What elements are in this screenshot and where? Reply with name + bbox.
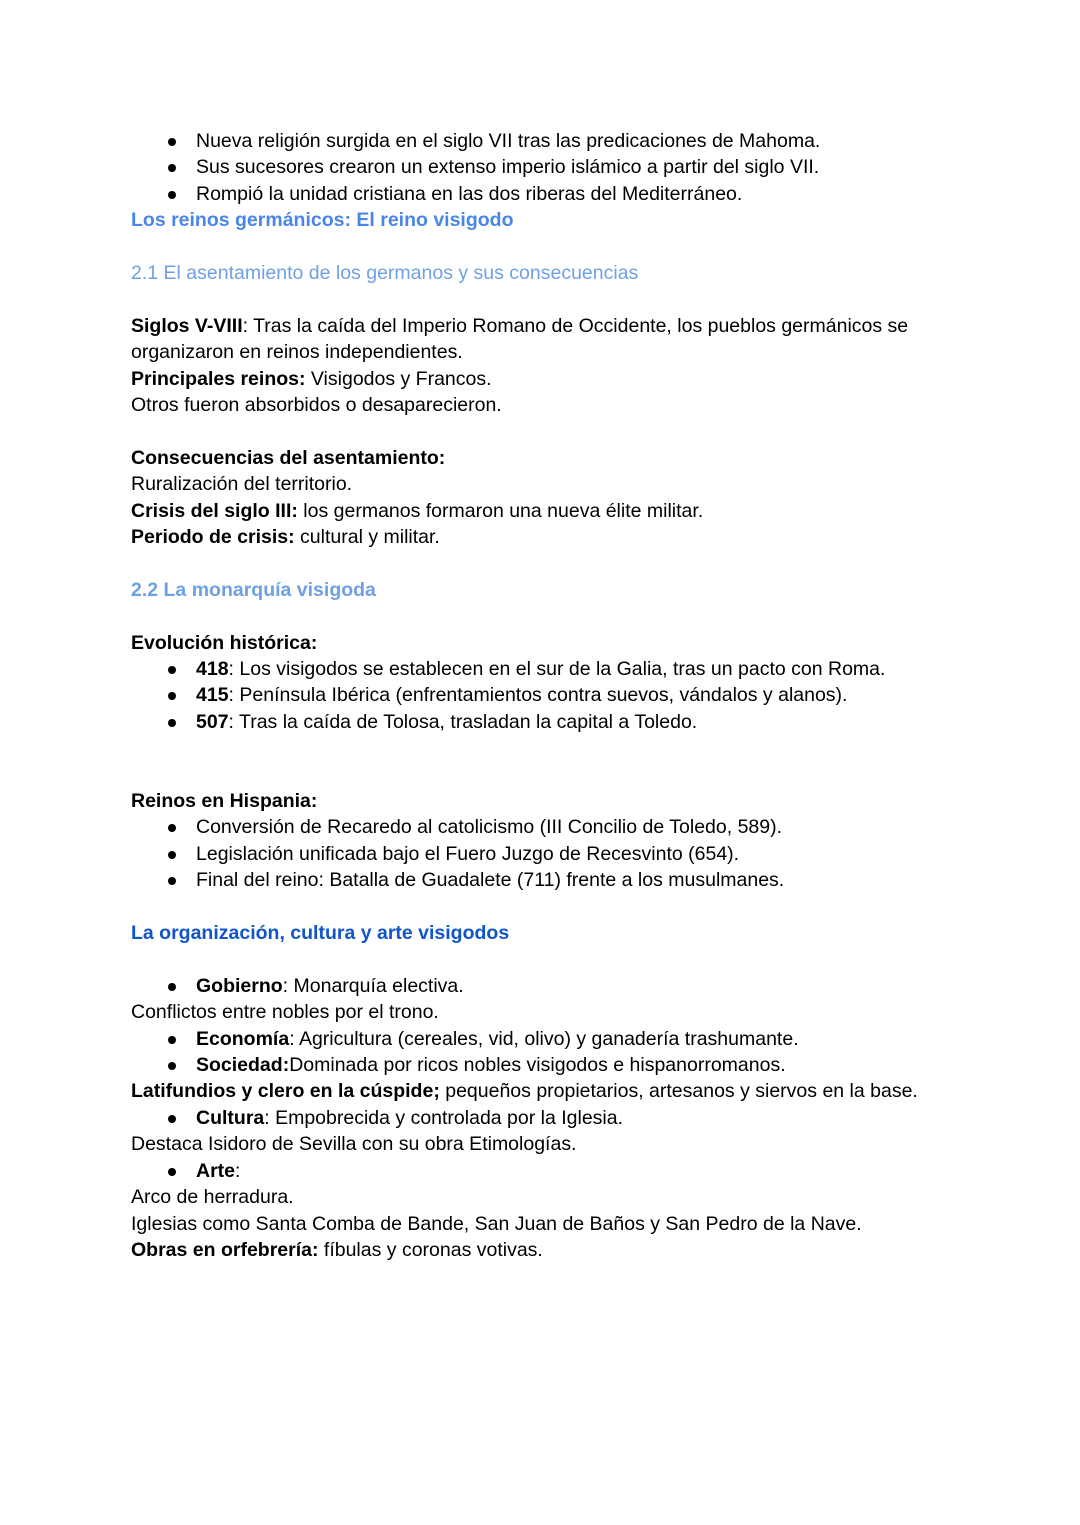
sociedad-note: Latifundios y clero en la cúspide; pequeños propietarios, artesanos y siervos en la base.	[131, 1080, 918, 1103]
list-item: 418: Los visigodos se establecen en el sur de la Galia, tras un pacto con Roma.	[131, 656, 961, 682]
list-item-arte: Arte:	[131, 1158, 961, 1184]
arte-note-1: Arco de herradura.	[131, 1186, 294, 1209]
bullet-icon	[168, 824, 176, 832]
list-item-economia: Economía: Agricultura (cereales, vid, olivo) y ganadería trashumante.	[131, 1026, 961, 1052]
cultura-note: Destaca Isidoro de Sevilla con su obra Etimologías.	[131, 1133, 577, 1156]
list-item: 507: Tras la caída de Tolosa, trasladan la capital a Toledo.	[131, 709, 961, 735]
bullet-icon	[168, 164, 176, 172]
list-item: 415: Península Ibérica (enfrentamientos contra suevos, vándalos y alanos).	[131, 682, 961, 708]
list-item: Conversión de Recaredo al catolicismo (III Concilio de Toledo, 589).	[131, 814, 961, 840]
bullet-icon	[168, 1036, 176, 1044]
paragraph-otros: Otros fueron absorbidos o desaparecieron.	[131, 394, 502, 417]
heading-organizacion: La organización, cultura y arte visigodos	[131, 922, 510, 945]
gobierno-note: Conflictos entre nobles por el trono.	[131, 1001, 439, 1024]
bullet-icon	[168, 138, 176, 146]
hispania-title: Reinos en Hispania:	[131, 790, 318, 813]
bullet-icon	[168, 983, 176, 991]
list-item-sociedad: Sociedad:Dominada por ricos nobles visigodos e hispanorromanos.	[131, 1052, 961, 1078]
list-item: Legislación unificada bajo el Fuero Juzgo de Recesvinto (654).	[131, 841, 961, 867]
bullet-icon	[168, 666, 176, 674]
bullet-icon	[168, 692, 176, 700]
list-item: Rompió la unidad cristiana en las dos riberas del Mediterráneo.	[131, 181, 961, 207]
paragraph-siglos: Siglos V-VIII: Tras la caída del Imperio Romano de Occidente, los pueblos germánicos se	[131, 314, 909, 337]
bullet-icon	[168, 877, 176, 885]
bullet-icon	[168, 719, 176, 727]
consequences-title: Consecuencias del asentamiento:	[131, 446, 446, 469]
list-item: Sus sucesores crearon un extenso imperio islámico a partir del siglo VII.	[131, 154, 961, 180]
paragraph-principales: Principales reinos: Visigodos y Francos.	[131, 367, 492, 390]
arte-note-3: Obras en orfebrería: fíbulas y coronas votivas.	[131, 1238, 543, 1261]
evolution-title: Evolución histórica:	[131, 631, 318, 654]
arte-note-2: Iglesias como Santa Comba de Bande, San Juan de Baños y San Pedro de la Nave.	[131, 1212, 862, 1235]
bullet-icon	[168, 1168, 176, 1176]
bullet-icon	[168, 851, 176, 859]
list-item-gobierno: Gobierno: Monarquía electiva.	[131, 973, 961, 999]
document-page	[131, 128, 961, 1263]
heading-reinos-germanicos: Los reinos germánicos: El reino visigodo	[131, 209, 514, 232]
heading-2-1: 2.1 El asentamiento de los germanos y sus consecuencias	[131, 262, 639, 285]
consequence-2: Crisis del siglo III: los germanos formaron una nueva élite militar.	[131, 499, 704, 522]
list-item-cultura: Cultura: Empobrecida y controlada por la Iglesia.	[131, 1105, 961, 1131]
consequence-3: Periodo de crisis: cultural y militar.	[131, 526, 440, 549]
bullet-icon	[168, 1062, 176, 1070]
paragraph-siglos-cont: organizaron en reinos independientes.	[131, 341, 463, 364]
consequence-1: Ruralización del territorio.	[131, 473, 353, 496]
list-item: Nueva religión surgida en el siglo VII tras las predicaciones de Mahoma.	[131, 128, 961, 154]
bullet-icon	[168, 191, 176, 199]
list-item: Final del reino: Batalla de Guadalete (711) frente a los musulmanes.	[131, 867, 961, 893]
heading-2-2: 2.2 La monarquía visigoda	[131, 578, 376, 601]
bullet-icon	[168, 1115, 176, 1123]
